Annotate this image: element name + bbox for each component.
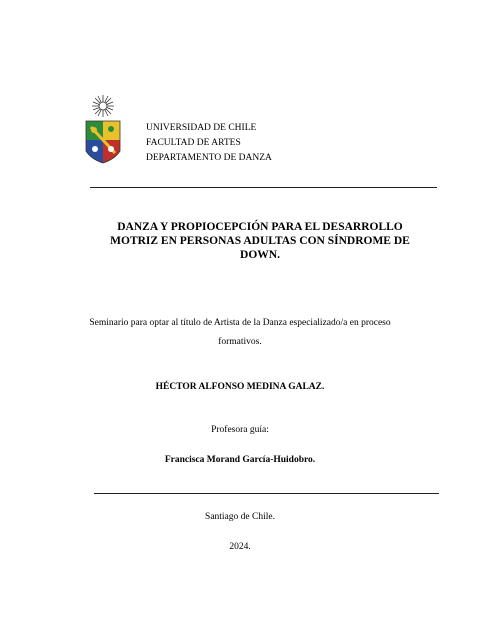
university-name: UNIVERSIDAD DE CHILE [146, 123, 257, 133]
university-crest [83, 93, 123, 165]
top-divider [90, 187, 437, 188]
author-name: HÉCTOR ALFONSO MEDINA GALAZ. [155, 382, 325, 392]
crest-icon [83, 93, 123, 165]
faculty-name: FACULTAD DE ARTES [146, 138, 241, 148]
subtitle-line-1: Seminario para optar al título de Artista de la Danza especializado/a en proceso [89, 318, 391, 328]
advisor-label: Profesora guía: [211, 425, 269, 435]
thesis-title: DANZA Y PROPIOCEPCIÓN PARA EL DESARROLLO MOTRIZ EN PERSONAS ADULTAS CON SÍNDROME DE DOWN. [110, 221, 410, 261]
year: 2024. [229, 542, 251, 552]
department-name: DEPARTAMENTO DE DANZA [146, 153, 272, 163]
advisor-name: Francisca Morand García-Huidobro. [164, 455, 316, 465]
subtitle-line-2: formativos. [218, 337, 262, 347]
place: Santiago de Chile. [205, 512, 275, 522]
bottom-divider [94, 493, 439, 494]
